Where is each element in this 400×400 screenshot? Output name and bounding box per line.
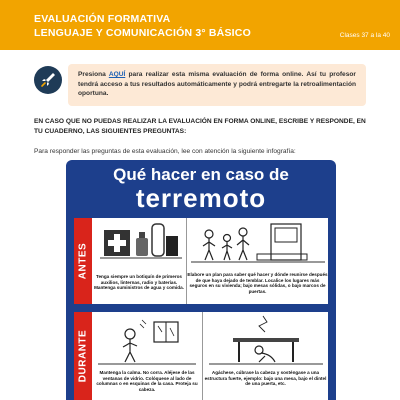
durante-panel-cover: [202, 312, 328, 400]
online-evaluation-link[interactable]: AQUÍ: [108, 71, 126, 78]
infographic-title-main: terremoto: [135, 183, 267, 213]
antes-caption-plan: Elabore un plan para saber qué hacer y dónde reunirse después de que haya dejado de temblar. Localice los lugares más seguros en su vivienda; bajo mesas sólidas, o bajo marcos de puertas.: [187, 272, 328, 294]
family-plan-icon: [187, 218, 329, 274]
antes-label-text: ANTES: [77, 242, 89, 280]
earthquake-infographic: [66, 160, 336, 400]
durante-label-text: DURANTE: [77, 329, 89, 383]
notice-text-before: Presiona: [78, 71, 109, 78]
intro-text: Para responder las preguntas de esta evaluación, lee con atención la siguiente infografía:: [34, 148, 296, 155]
section-durante: [74, 312, 328, 400]
antes-caption-supplies: Tenga siempre un botiquín de primeros auxilios, linternas, radio y baterías. Mantenga suministros de agua y comida.: [94, 274, 184, 291]
infographic-title: Qué hacer en caso de: [113, 165, 289, 184]
take-cover-icon: [203, 312, 329, 370]
header-classes: Clases 37 a la 40: [339, 32, 390, 39]
instruction-text: EN CASO QUE NO PUEDAS REALIZAR LA EVALUACIÓN EN FORMA ONLINE, ESCRIBE Y RESPONDE, EN TU CUADERNO, LAS SIGUIENTES PREGUNTAS:: [34, 118, 366, 135]
rocket-icon: [34, 66, 62, 94]
first-aid-kit-icon: [92, 218, 186, 274]
header-title: EVALUACIÓN FORMATIVA: [34, 13, 171, 25]
header-bar: [0, 0, 400, 50]
antes-label: [74, 218, 92, 304]
antes-panel-plan: [186, 218, 328, 304]
stay-calm-icon: [92, 312, 202, 370]
header-subtitle: LENGUAJE Y COMUNICACIÓN 3° BÁSICO: [34, 27, 251, 39]
antes-panel-supplies: [92, 218, 186, 304]
online-notice: [68, 64, 366, 106]
durante-caption-cover: Agáchese, cúbrase la cabeza y sosténgase a una estructura fuerte, ejemplo: bajo una mesa, bajo el dintel de una puerta, etc.: [204, 370, 327, 387]
section-antes: [74, 218, 328, 304]
durante-caption-calm: Mantenga la calma. No corra. Aléjese de las ventanas de vidrio. Colóquese al lado de columnas o en esquinas de la casa. Proteja su cabeza.: [96, 370, 198, 392]
durante-panel-calm: [92, 312, 202, 400]
notice-text-after: para realizar esta misma evaluación de forma online. Así tu profesor tendrá acceso a tus resultados automáticamente y podrá entregarte la retroalimentación oportuna.: [78, 71, 356, 98]
durante-label: [74, 312, 92, 400]
